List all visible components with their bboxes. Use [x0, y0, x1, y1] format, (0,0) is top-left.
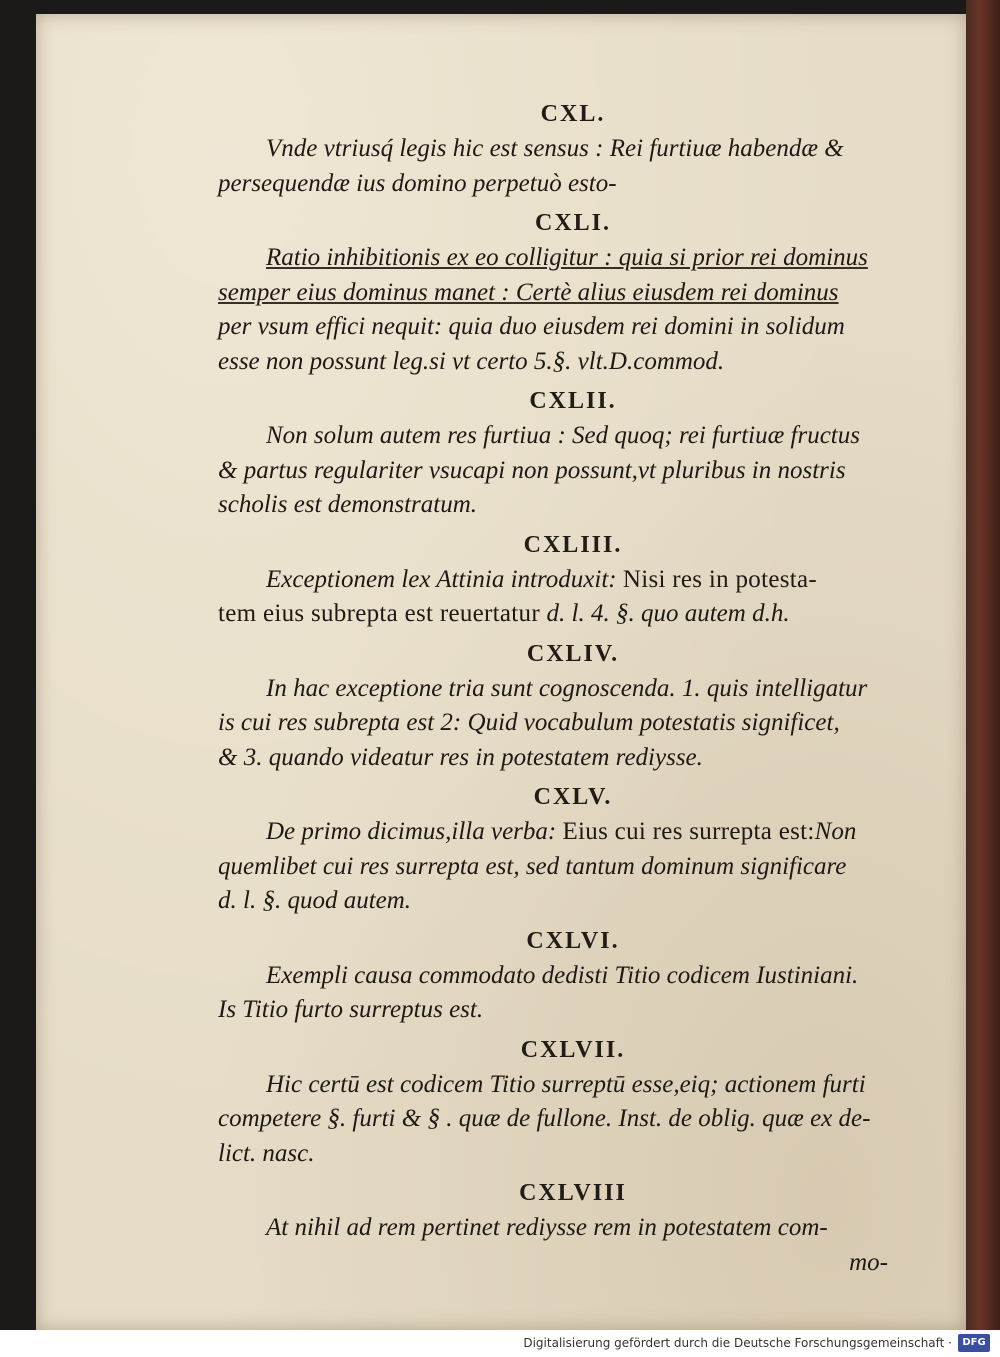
- text-line: is cui res subrepta est 2: Quid vocabulum potestatis significet,: [218, 709, 840, 736]
- text-line: Hic certū est codicem Titio surreptū esse,eiq; actionem furti: [266, 1070, 866, 1098]
- section-heading: CXLI.: [534, 210, 611, 236]
- text-line: Is Titio furto surreptus est.: [218, 996, 484, 1023]
- text-line: semper eius dominus manet : Certè alius eiusdem rei dominus: [218, 278, 839, 306]
- text-line: In hac exceptione tria sunt cognoscenda. 1. quis intelligatur: [266, 674, 868, 702]
- paragraph: [218, 241, 918, 379]
- paragraph: [218, 815, 918, 919]
- text-line: d. l. §. quod autem.: [218, 887, 412, 914]
- text-roman: Eius cui res surrepta est:: [562, 818, 815, 845]
- paragraph: [218, 1211, 918, 1280]
- paragraph: [218, 1068, 918, 1172]
- section-heading: CXLIV.: [526, 640, 620, 667]
- text-italic: d. l. 4. §. quo autem d.h.: [546, 600, 790, 627]
- text-line: At nihil ad rem pertinet rediysse rem in potestatem com-: [266, 1214, 828, 1241]
- paragraph: [218, 959, 918, 1028]
- paragraph: [218, 672, 918, 776]
- text-line: & 3. quando videatur res in potestatem rediysse.: [218, 743, 703, 771]
- text-line: [218, 563, 918, 598]
- section-heading: CXLVI.: [526, 927, 620, 954]
- paragraph: [218, 419, 918, 523]
- text-italic: Non: [814, 818, 857, 845]
- page-text: [218, 96, 918, 1284]
- section-heading: CXLVII.: [520, 1036, 626, 1063]
- paragraph: [218, 563, 918, 632]
- catchword: mo-: [849, 1248, 888, 1276]
- dfg-logo-icon: DFG: [958, 1334, 990, 1352]
- text-line: quemlibet cui res surrepta est, sed tantum dominum significare: [218, 852, 847, 880]
- footer-bar: [0, 1330, 1000, 1357]
- paragraph: [218, 132, 918, 201]
- text-line: esse non possunt leg.si vt certo 5.§. vlt.D.commod.: [218, 347, 725, 375]
- text-line: Exempli causa commodato dedisti Titio codicem Iustiniani.: [266, 961, 859, 989]
- section-heading: CXLIII.: [523, 531, 623, 558]
- text-line: Ratio inhibitionis ex eo colligitur : quia si prior rei dominus: [266, 244, 868, 271]
- section-heading: CXLII.: [529, 388, 617, 414]
- text-line: [218, 815, 918, 850]
- section-heading: CXLVIII: [519, 1180, 627, 1206]
- section-heading: CXL.: [540, 101, 606, 127]
- text-line: Vnde vtriusq́ legis hic est sensus : Rei furtiuæ habendæ &: [266, 135, 844, 162]
- book-spine: [966, 0, 1000, 1330]
- text-roman: Nisi res in potesta-: [622, 565, 818, 593]
- text-italic: Exceptionem lex Attinia introduxit:: [266, 565, 623, 593]
- text-line: Non solum autem res furtiua : Sed quoq; rei furtiuæ fructus: [266, 422, 860, 449]
- text-line: & partus regulariter vsucapi non possunt,vt pluribus in nostris: [218, 456, 846, 484]
- text-line: competere §. furti & § . quæ de fullone. Inst. de oblig. quæ ex de-: [218, 1105, 871, 1132]
- text-line: scholis est demonstratum.: [218, 491, 478, 518]
- text-italic: De primo dicimus,illa verba:: [266, 818, 563, 845]
- text-line: [218, 597, 918, 632]
- footer-credit: Digitalisierung gefördert durch die Deutsche Forschungsgemeinschaft ·: [523, 1336, 952, 1350]
- text-roman: tem eius subrepta est reuertatur: [218, 600, 547, 627]
- text-line: per vsum effici nequit: quia duo eiusdem rei domini in solidum: [218, 313, 845, 340]
- section-heading: CXLV.: [533, 784, 613, 810]
- text-line: persequendæ ius domino perpetuò esto-: [218, 169, 617, 197]
- text-line: lict. nasc.: [218, 1139, 315, 1167]
